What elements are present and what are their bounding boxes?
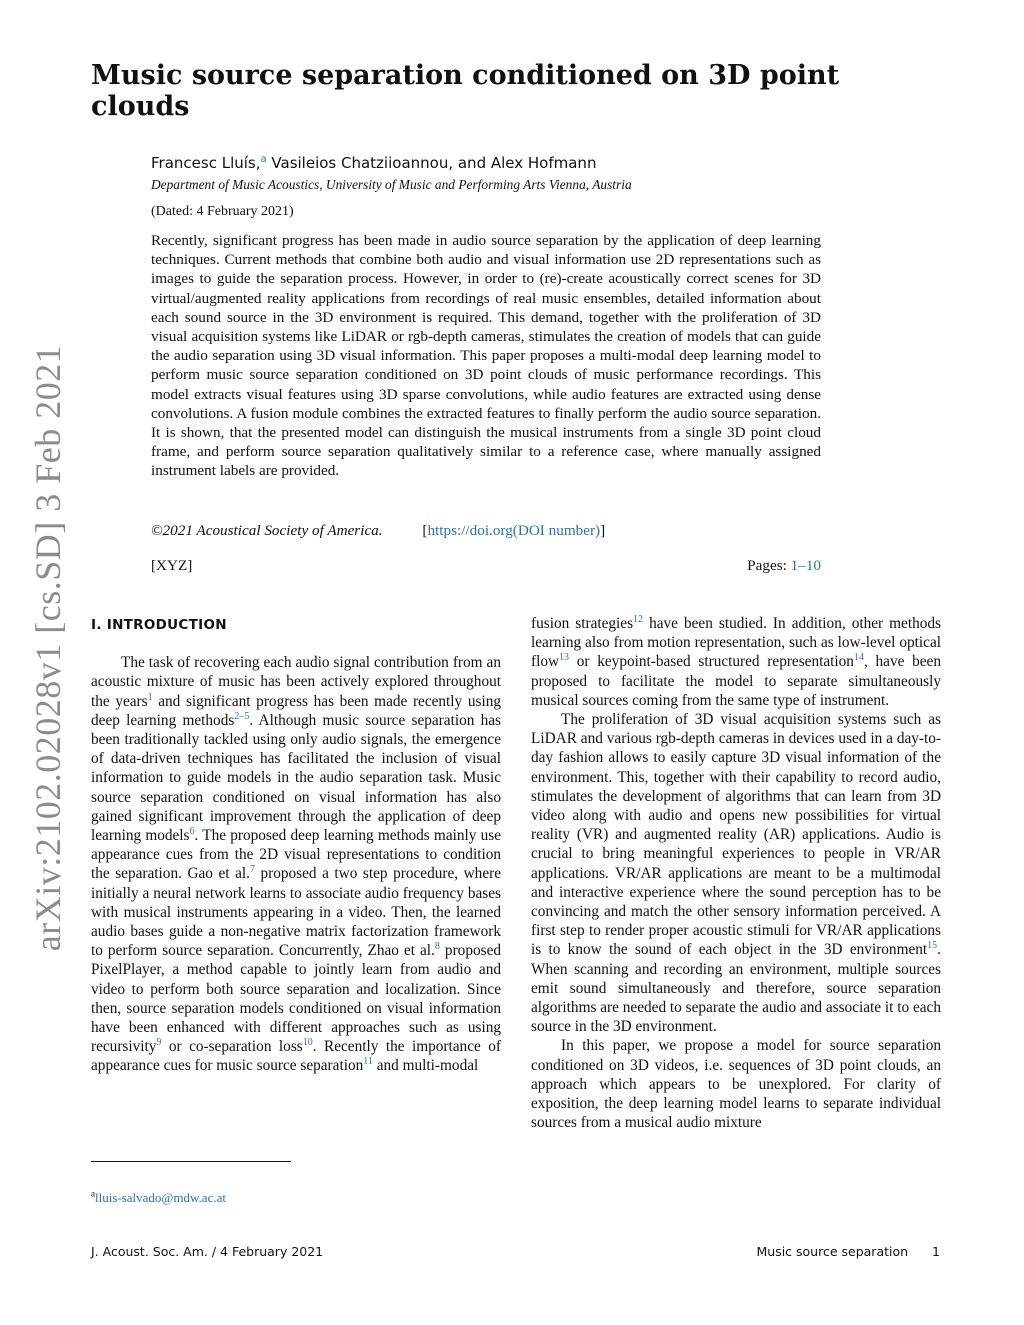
page-number: 1: [932, 1244, 940, 1259]
citation-ref[interactable]: 9: [156, 1037, 162, 1049]
text-run: have been studied. In addition, other methods learning also from motion representation, such as low-level optical flow: [531, 615, 941, 671]
text-run: proposed a two step procedure, where initially a neural network learns to associate audio frequency bases with musical instruments appearing in a video. Then, the learned audio bases guide a non-negative matrix factorization framework to perform source separation. Concurrently, Zhao et al.: [91, 865, 501, 960]
pages-label: Pages:: [747, 557, 791, 574]
section-heading-introduction: I. INTRODUCTION: [91, 617, 227, 633]
pages-range: [747, 557, 821, 575]
author-affil-mark[interactable]: a: [260, 154, 267, 165]
xyz-code: [XYZ]: [151, 557, 193, 574]
text-run: In this paper, we propose a model for source separation conditioned on 3D videos, i.e. sequences of 3D point clouds, an approach which appears to be unexplored. For clarity of exposition, the deep learning model learns to separate individual sources from a musical audio mixture: [531, 1037, 941, 1132]
author-first: Francesc Lluís,: [151, 154, 261, 172]
citation-ref[interactable]: 12: [633, 613, 644, 625]
footer-journal: J. Acoust. Soc. Am. / 4 February 2021: [91, 1244, 324, 1259]
text-run: . When scanning and recording an environment, multiple sources emit sound simultaneously and therefore, source separation algorithms are needed to separate the audio and associate it to each source in the 3D environment.: [531, 941, 941, 1036]
text-run: The task of recovering each audio signal contribution from an acoustic mixture of music has been actively explored throughout the years: [91, 654, 501, 710]
footer-running-title: [756, 1244, 940, 1259]
author-rest: Vasileios Chatziioannou, and Alex Hofmann: [266, 154, 597, 172]
citation-ref[interactable]: 2–5: [234, 710, 250, 722]
running-title: Music source separation: [756, 1244, 909, 1259]
citation-ref[interactable]: 7: [249, 864, 255, 876]
footnote-rule: [91, 1161, 291, 1162]
citation-ref[interactable]: 13: [559, 652, 570, 664]
citation-ref[interactable]: 10: [302, 1037, 313, 1049]
doi-bracket-open: [: [422, 522, 428, 539]
copyright-row: [151, 522, 821, 540]
text-run: or keypoint-based structured representation: [569, 653, 854, 671]
citation-ref[interactable]: 14: [853, 652, 864, 664]
text-run: fusion strategies: [531, 615, 634, 632]
citation-ref[interactable]: 1: [147, 691, 153, 703]
intro-paragraph-2: [531, 710, 941, 1036]
footnote-mark: a: [91, 1188, 95, 1199]
text-run: . The proposed deep learning methods mainly use appearance cues from the 2D visual representations to condition the separation. Gao et al.: [91, 827, 501, 883]
text-run: . Although music source separation has been traditionally tackled using only audio signals, the emergence of data-driven techniques has facilitated the inclusion of visual information to guide models in the audio separation task. Music source separation conditioned on visual information has also gained significant improvement through the application of deep learning models: [91, 711, 501, 845]
text-run: or co-separation loss: [161, 1038, 303, 1056]
column-left: [91, 616, 501, 1076]
author-list: [151, 154, 596, 172]
text-run: The proliferation of 3D visual acquisition systems such as LiDAR and various rgb-depth cameras in devices used in a day-to-day fashion allows to easily capture 3D visual information of the environment. This, together with their capability to record audio, stimulates the development of algorithms that can learn from 3D video along with audio and opens new possibilities for virtual reality (VR) and augmented reality (AR) applications. Audio is crucial to bring meaningful experiences to people in VR/AR applications. VR/AR applications are meant to be a multimodal and interactive experience where the sound perception has to be convincing and match the other sensory information perceived. A first step to render proper acoustic stimuli for VR/AR applications is to know the sound of each object in the 3D environment: [531, 711, 941, 959]
intro-paragraph-1-continued: [531, 614, 941, 710]
citation-ref[interactable]: 15: [927, 940, 938, 952]
copyright-notice: ©2021 Acoustical Society of America.: [151, 522, 383, 539]
text-run: proposed PixelPlayer, a method capable to jointly learn from audio and video to perform both source separation and localization. Since then, source separation models conditioned on visual information have been enhanced with different approaches such as using recursivity: [91, 942, 502, 1056]
affiliation: Department of Music Acoustics, University of Music and Performing Arts Vienna, Austria: [151, 177, 632, 192]
citation-ref[interactable]: 6: [189, 825, 195, 837]
abstract: Recently, significant progress has been made in audio source separation by the application of deep learning techniques. Current methods that combine both audio and visual information use 2D representations such as images to guide the separation process. However, in order to (re)-create acoustically correct scenes for 3D virtual/augmented reality applications from recordings of real music ensembles, detailed information about each sound source in the 3D environment is required. This demand, together with the proliferation of 3D visual acquisition systems like LiDAR or rgb-depth cameras, stimulates the creation of models that can guide the audio separation using 3D visual information. This paper proposes a multi-modal deep learning model to perform music source separation conditioned on 3D point clouds of music performance recordings. This model extracts visual features using 3D sparse convolutions, while audio features are extracted using dense convolutions. A fusion module combines the extracted features to finally perform the audio source separation. It is shown, that the presented model can distinguish the musical instruments from a single 3D point cloud frame, and perform source separation qualitatively similar to a reference case, where manually assigned instrument labels are provided.: [151, 232, 821, 480]
doi-wrapper: [422, 522, 605, 539]
text-run: and significant progress has been made recently using deep learning methods: [91, 692, 501, 729]
text-run: . Recently the importance of appearance cues for music source separation: [91, 1038, 501, 1075]
intro-paragraph-3: [531, 1036, 941, 1132]
footnote: [91, 1190, 226, 1206]
arxiv-sidebar-stamp: arXiv:2102.02028v1 [cs.SD] 3 Feb 2021: [28, 344, 68, 952]
pages-link[interactable]: 1–10: [790, 557, 821, 574]
footnote-email-link[interactable]: lluis-salvado@mdw.ac.at: [95, 1190, 226, 1205]
doi-bracket-close: ]: [600, 522, 606, 539]
citation-ref[interactable]: 11: [363, 1056, 373, 1068]
dated-line: (Dated: 4 February 2021): [151, 204, 294, 219]
text-run: , have been proposed to facilitate the model to separate simultaneously musical sources coming from the same type of instrument.: [531, 653, 941, 709]
paper-title: Music source separation conditioned on 3D point clouds: [91, 60, 840, 122]
column-right: [531, 614, 941, 1132]
doi-link[interactable]: https://doi.org(DOI number): [427, 522, 601, 539]
intro-paragraph-1: [91, 653, 501, 1075]
text-run: and multi-modal: [372, 1057, 479, 1075]
citation-ref[interactable]: 8: [434, 941, 440, 953]
